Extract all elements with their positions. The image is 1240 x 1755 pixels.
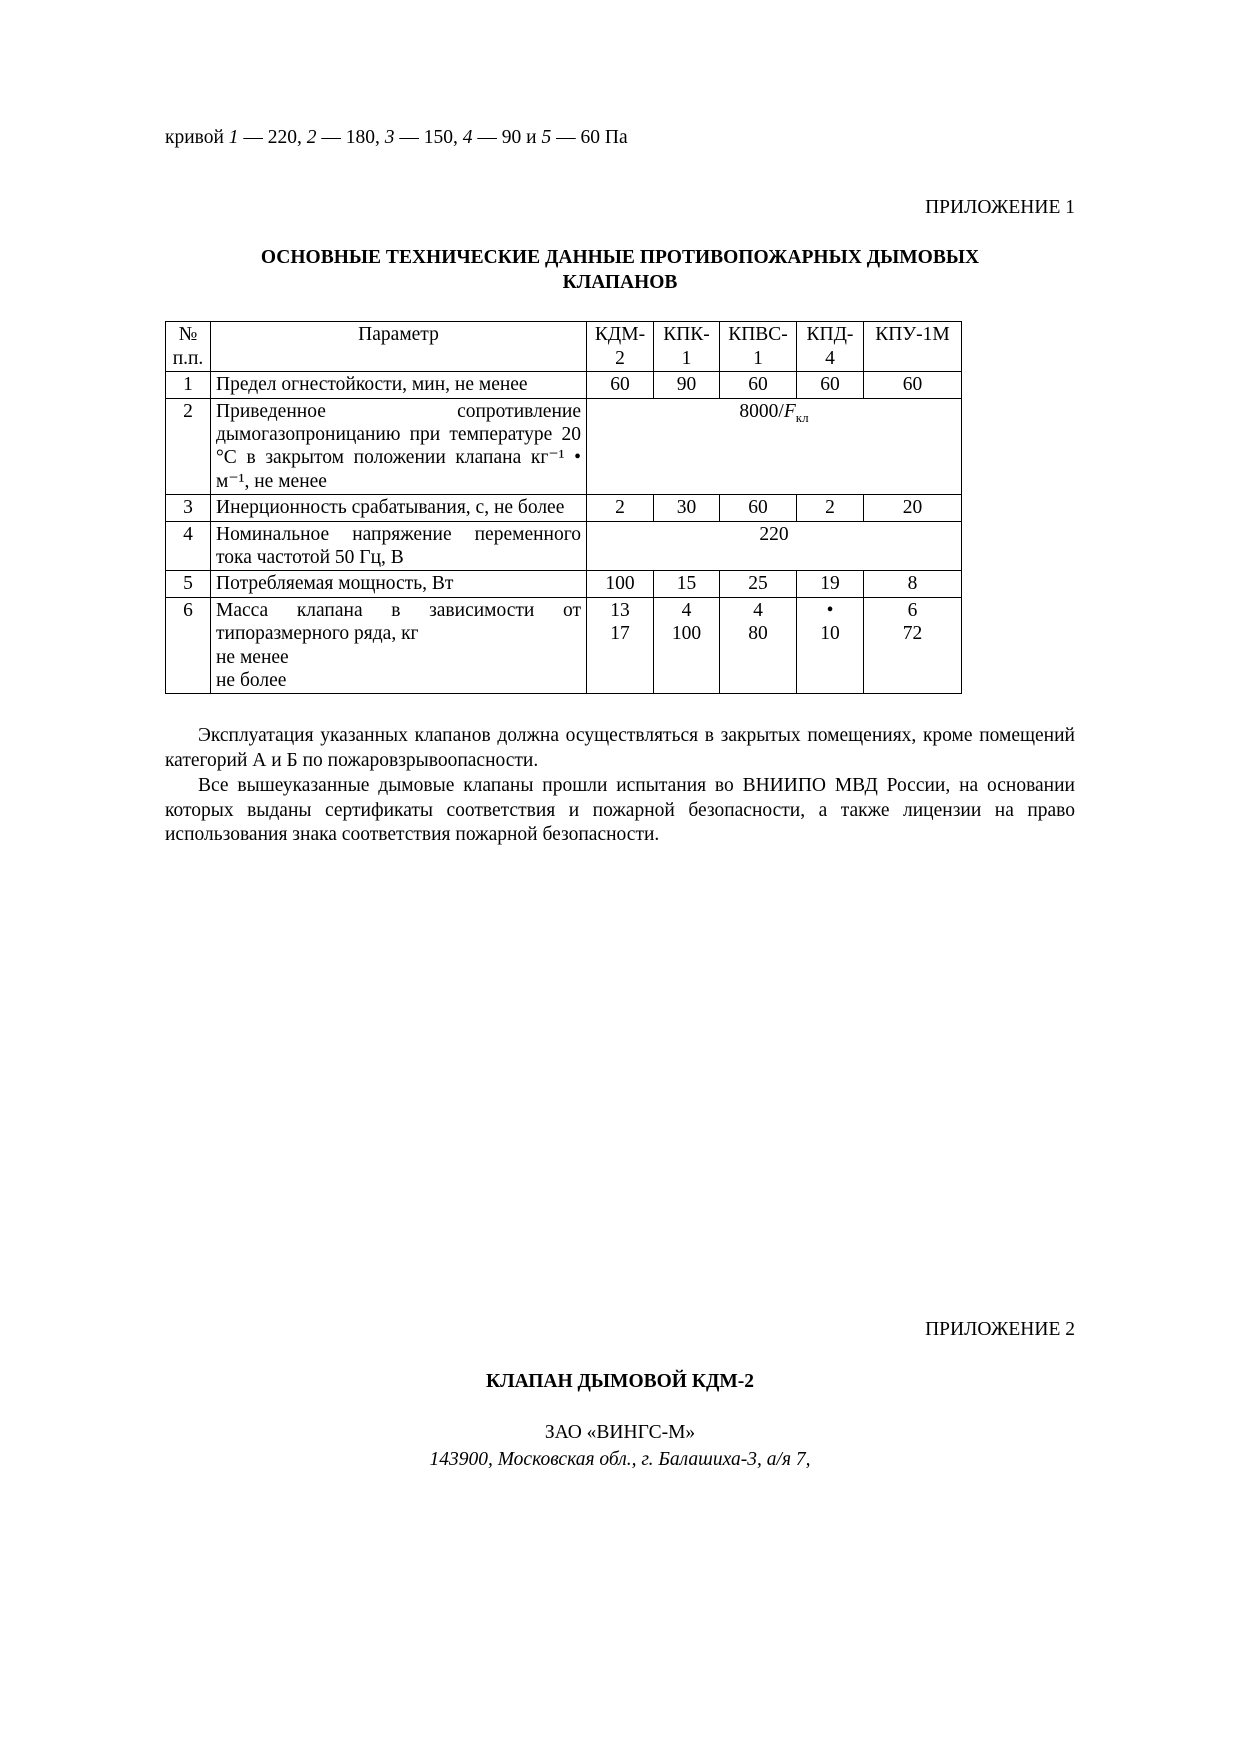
row6-param-title: Масса клапана в зависимости от типоразмерного ряда, кг <box>216 599 581 645</box>
row6-val-1 <box>654 597 720 694</box>
company-address: 143900, Московская обл., г. Балашиха-3, а/я 7, <box>429 1449 811 1471</box>
row5-val-4: 8 <box>864 571 962 597</box>
row4-param: Номинальное напряжение переменного тока частотой 50 Гц, В <box>211 521 587 571</box>
row3-num: 3 <box>166 495 211 521</box>
curve-text: — 150, <box>394 127 463 148</box>
paragraph-operation: Эксплуатация указанных клапанов должна осуществляться в закрытых помещениях, кроме помещений категорий А и Б по пожаровзрывоопасности. <box>165 725 1075 772</box>
row2-merged-value <box>587 398 962 495</box>
row6-val-3 <box>797 597 864 694</box>
curve-number: 3 <box>384 127 395 148</box>
appendix1-label: ПРИЛОЖЕНИЕ 1 <box>925 197 1075 219</box>
header-num-line1: № <box>178 324 198 346</box>
row3-param: Инерционность срабатывания, с, не более <box>211 495 587 521</box>
row6-max-1: 100 <box>671 623 702 645</box>
curve-number: 2 <box>306 127 317 148</box>
row1-val-1: 90 <box>654 372 720 398</box>
row4-num: 4 <box>166 521 211 571</box>
specs-table <box>165 321 962 694</box>
header-model-kpk1: КПК-1 <box>654 322 720 372</box>
table-row-6 <box>166 597 962 694</box>
row6-min-3: • <box>826 599 834 621</box>
row1-val-3: 60 <box>797 372 864 398</box>
row1-param: Предел огнестойкости, мин, не менее <box>211 372 587 398</box>
main-title-line1: ОСНОВНЫЕ ТЕХНИЧЕСКИЕ ДАННЫЕ ПРОТИВОПОЖАРНЫХ ДЫМОВЫХ <box>260 246 980 268</box>
table-row-2 <box>166 398 962 495</box>
table-row-3 <box>166 495 962 521</box>
table-row-5 <box>166 571 962 597</box>
main-title <box>165 245 1075 296</box>
row6-val-0 <box>587 597 654 694</box>
row6-max-4: 72 <box>902 623 923 645</box>
curve-text: — 60 Па <box>551 127 628 148</box>
curve-text: — 180, <box>316 127 385 148</box>
row6-val-2 <box>720 597 797 694</box>
appendix2-title: КЛАПАН ДЫМОВОЙ КДМ-2 <box>485 1371 755 1393</box>
header-model-kpu1m: КПУ-1М <box>864 322 962 372</box>
row5-val-2: 25 <box>720 571 797 597</box>
row6-max-0: 17 <box>610 623 630 645</box>
table-header-row <box>166 322 962 372</box>
curve-number: 1 <box>228 127 239 148</box>
row1-val-0: 60 <box>587 372 654 398</box>
header-num-line2: п.п. <box>172 347 204 369</box>
row3-val-1: 30 <box>654 495 720 521</box>
row5-val-3: 19 <box>797 571 864 597</box>
row6-min-label: не менее <box>216 646 289 668</box>
appendix2-label: ПРИЛОЖЕНИЕ 2 <box>925 1319 1075 1341</box>
row1-num: 1 <box>166 372 211 398</box>
row6-max-3: 10 <box>820 623 840 645</box>
row6-min-2: 4 <box>753 599 763 621</box>
row2-merged-prefix: 8000/ <box>739 400 784 422</box>
curve-caption <box>165 126 1075 150</box>
curve-text: — 90 и <box>472 127 542 148</box>
row6-param <box>211 597 587 694</box>
row6-max-2: 80 <box>748 623 768 645</box>
main-title-line2: КЛАПАНОВ <box>562 272 678 294</box>
row1-val-2: 60 <box>720 372 797 398</box>
row1-val-4: 60 <box>864 372 962 398</box>
row3-val-3: 2 <box>797 495 864 521</box>
row6-max-label: не более <box>216 669 287 691</box>
header-num <box>166 322 211 372</box>
header-model-kdm2: КДМ-2 <box>587 322 654 372</box>
row5-num: 5 <box>166 571 211 597</box>
table-row-1 <box>166 372 962 398</box>
row6-min-4: 6 <box>907 599 918 621</box>
curve-text: — 220, <box>238 127 307 148</box>
row2-merged-f: F <box>783 400 796 422</box>
paragraph-certification: Все вышеуказанные дымовые клапаны прошли испытания во ВНИИПО МВД России, на основании которых выданы сертификаты соответствия и пожарной безопасности, а также лицензии на право использования знака соответствия пожарной безопасности. <box>165 774 1075 846</box>
row5-val-1: 15 <box>654 571 720 597</box>
row4-merged-value: 220 <box>587 521 962 571</box>
row6-min-1: 4 <box>681 599 692 621</box>
row2-num: 2 <box>166 398 211 495</box>
header-model-kpd4: КПД-4 <box>797 322 864 372</box>
row6-val-4 <box>864 597 962 694</box>
row2-param: Приведенное сопротивление дымогазопроницанию при температуре 20 °С в закрытом положении клапана кг⁻¹ • м⁻¹, не менее <box>211 398 587 495</box>
header-param: Параметр <box>211 322 587 372</box>
row6-num: 6 <box>166 597 211 694</box>
row3-val-4: 20 <box>864 495 962 521</box>
row5-val-0: 100 <box>587 571 654 597</box>
table-row-4 <box>166 521 962 571</box>
row5-param: Потребляемая мощность, Вт <box>211 571 587 597</box>
row6-min-0: 13 <box>610 599 630 621</box>
header-model-kpvs1: КПВС-1 <box>720 322 797 372</box>
row2-merged-sub: кл <box>795 409 809 425</box>
company-name: ЗАО «ВИНГС-М» <box>544 1421 696 1443</box>
curve-text: кривой <box>165 127 229 148</box>
curve-number: 4 <box>462 127 473 148</box>
row3-val-0: 2 <box>587 495 654 521</box>
row3-val-2: 60 <box>720 495 797 521</box>
curve-number: 5 <box>541 127 552 148</box>
